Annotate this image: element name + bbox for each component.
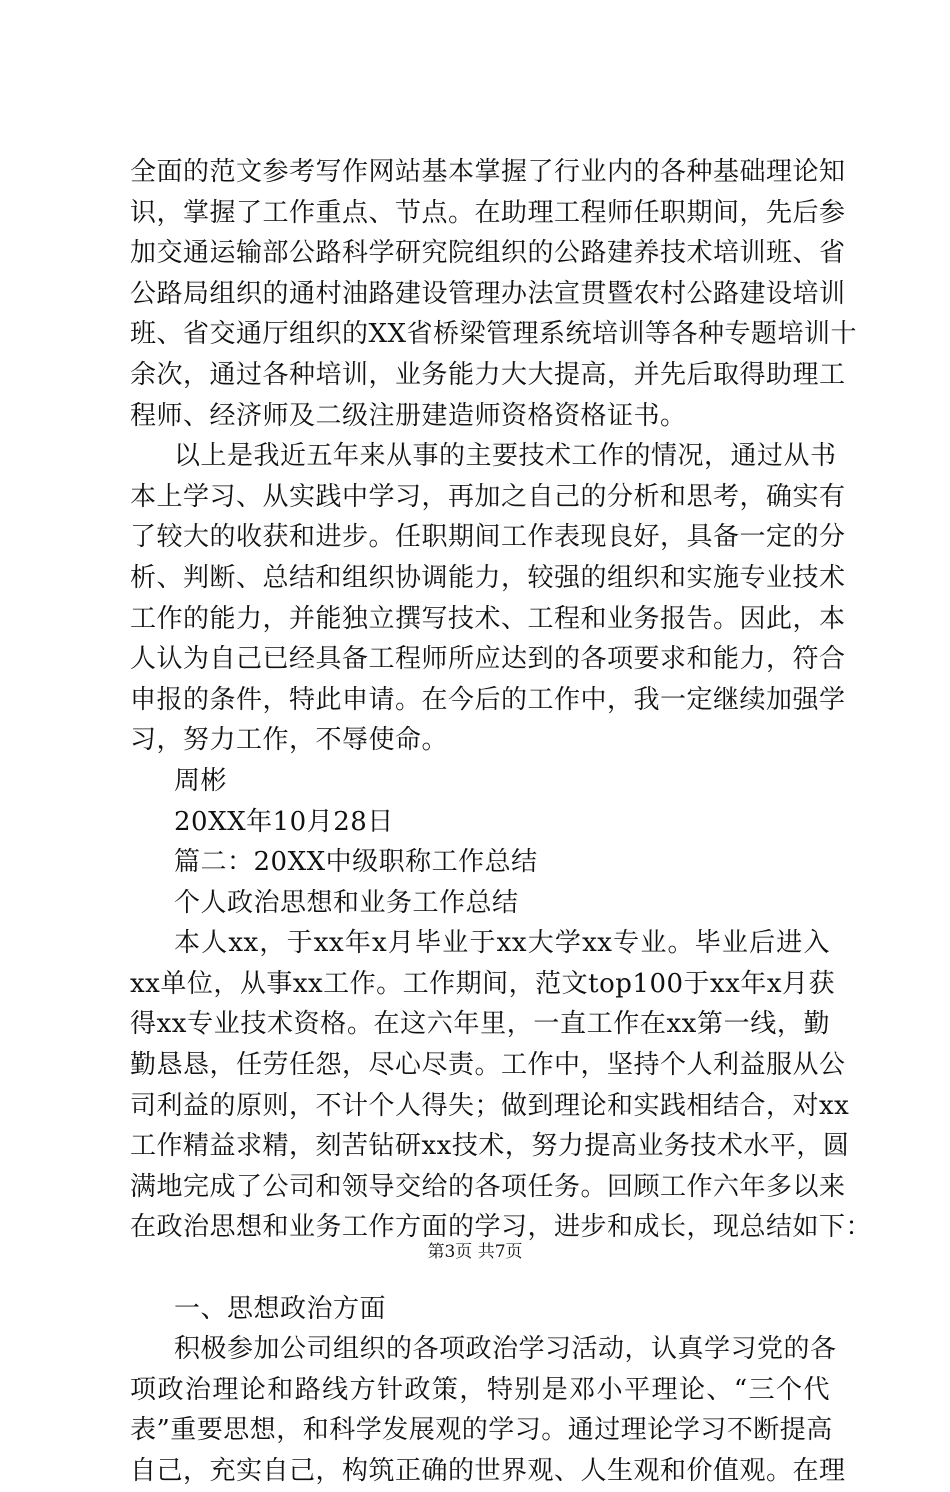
text-line: 本上学习、从实践中学习，再加之自己的分析和思考，确实有	[130, 481, 846, 512]
text-line: 自己，充实自己，构筑正确的世界观、人生观和价值观。在理	[130, 1456, 846, 1486]
signature-name: 周彬	[174, 765, 228, 796]
text-line: 得xx专业技术资格。在这六年里，一直工作在xx第一线，勤	[130, 1009, 830, 1040]
text-line: 程师、经济师及二级注册建造师资格资格证书。	[130, 400, 687, 431]
text-line: 在政治思想和业务工作方面的学习，进步和成长，现总结如下：	[130, 1212, 873, 1243]
text-line: 了较大的收获和进步。任职期间工作表现良好，具备一定的分	[130, 522, 846, 553]
text-line: 表”重要思想，和科学发展观的学习。通过理论学习不断提高	[130, 1415, 833, 1446]
text-line: 工作的能力，并能独立撰写技术、工程和业务报告。因此，本	[130, 603, 846, 634]
text-line: 以上是我近五年来从事的主要技术工作的情况，通过从书	[174, 441, 837, 472]
text-line: 工作精益求精，刻苦钻研xx技术，努力提高业务技术水平，圆	[130, 1131, 850, 1162]
text-line: 余次，通过各种培训，业务能力大大提高，并先后取得助理工	[130, 359, 846, 390]
text-line: 加交通运输部公路科学研究院组织的公路建养技术培训班、省	[130, 238, 846, 269]
text-line: 申报的条件，特此申请。在今后的工作中，我一定继续加强学	[130, 684, 846, 715]
page-number-footer: 第3页 共7页	[427, 1242, 523, 1262]
text-line: 本人xx，于xx年x月毕业于xx大学xx专业。毕业后进入	[174, 928, 830, 959]
text-line: 项政治理论和路线方针政策，特别是邓小平理论、“三个代	[130, 1374, 830, 1405]
text-line: xx单位，从事xx工作。工作期间，范文top100于xx年x月获	[130, 968, 836, 999]
text-line: 人认为自己已经具备工程师所应达到的各项要求和能力，符合	[130, 644, 846, 675]
signature-date: 20XX年10月28日	[174, 806, 394, 837]
text-line: 积极参加公司组织的各项政治学习活动，认真学习党的各	[174, 1334, 837, 1365]
document-body	[130, 152, 873, 1492]
text-line: 司利益的原则，不计个人得失；做到理论和实践相结合，对xx	[130, 1090, 850, 1121]
text-line: 班、省交通厅组织的XX省桥梁管理系统培训等各种专题培训十	[130, 319, 858, 350]
text-line: 公路局组织的通村油路建设管理办法宣贯暨农村公路建设培训	[130, 278, 846, 309]
text-line: 满地完成了公司和领导交给的各项任务。回顾工作六年多以来	[130, 1171, 846, 1202]
section-heading: 篇二：20XX中级职称工作总结	[174, 847, 538, 878]
text-line: 勤恳恳，任劳任怨，尽心尽责。工作中，坚持个人利益服从公	[130, 1050, 846, 1081]
section-heading: 一、思想政治方面	[174, 1293, 387, 1324]
text-line: 全面的范文参考写作网站基本掌握了行业内的各种基础理论知	[130, 157, 846, 187]
text-line: 习，努力工作，不辱使命。	[130, 725, 449, 756]
section-subheading: 个人政治思想和业务工作总结	[174, 887, 519, 918]
text-line: 析、判断、总结和组织协调能力，较强的组织和实施专业技术	[130, 562, 846, 593]
text-line: 识，掌握了工作重点、节点。在助理工程师任职期间，先后参	[130, 197, 846, 228]
